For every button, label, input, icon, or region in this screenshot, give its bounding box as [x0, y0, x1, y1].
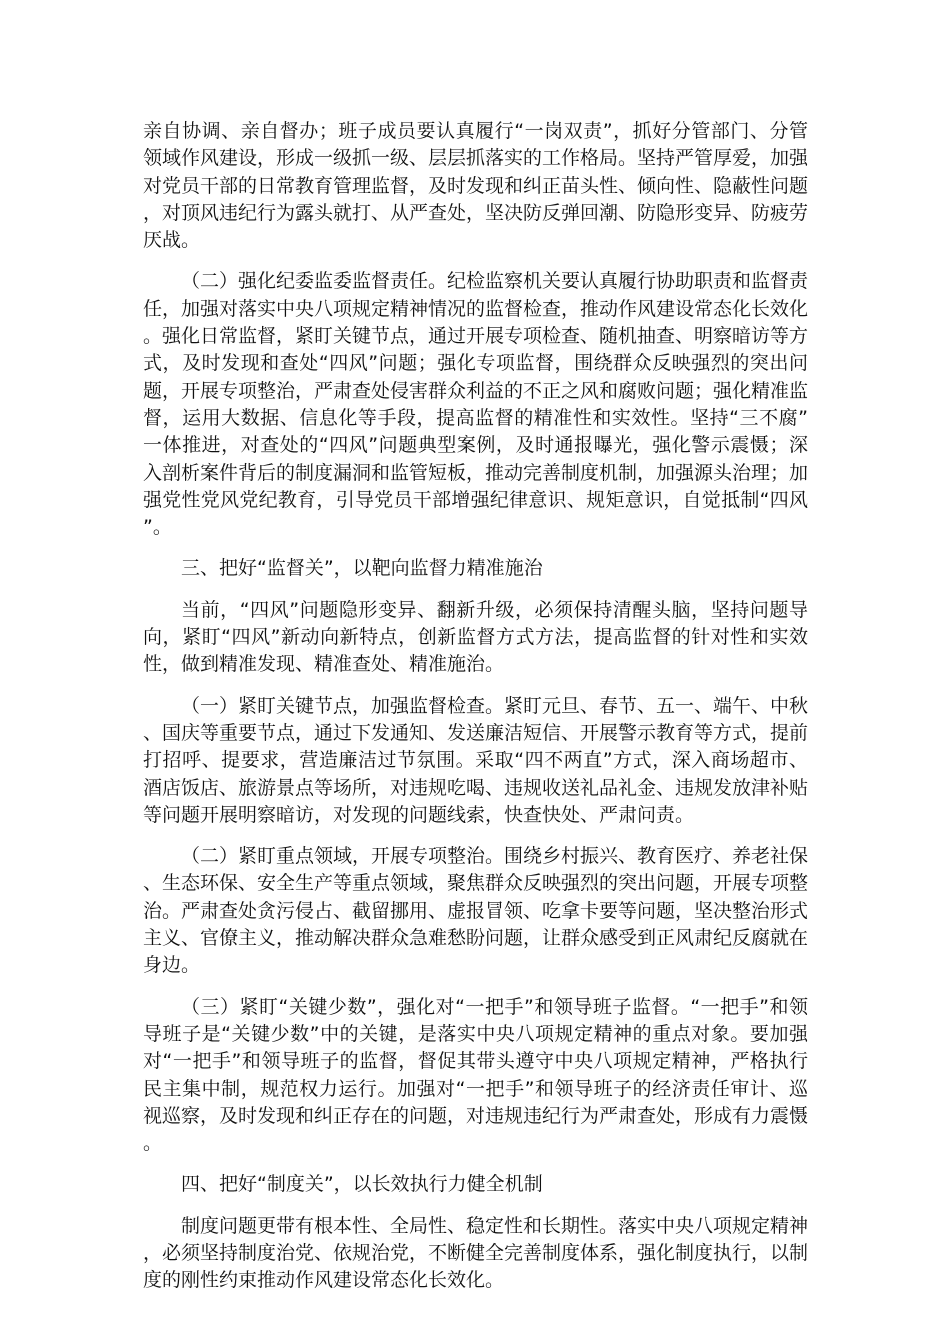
section-heading-4: 四、把好“制度关”，以长效执行力健全机制	[181, 1173, 543, 1196]
paragraph-institution: 制度问题更带有根本性、全局性、稳定性和长期性。落实中央八项规定精神，必须坚持制度治党、依规治党，不断健全完善制度体系，强化制度执行，以制度的刚性约束推动作风建设常态化长效化。	[143, 1214, 809, 1292]
paragraph-key-nodes: （一）紧盯关键节点，加强监督检查。紧盯元旦、春节、五一、端午、中秋、国庆等重要节点，通过下发通知、发送廉洁短信、开展警示教育等方式，提前打招呼、提要求，营造廉洁过节氛围。采取“四不两直”方式，深入商场超市、酒店饭店、旅游景点等场所，对违规吃喝、违规收送礼品礼金、违规发放津补贴等问题开展明察暗访，对发现的问题线索，快查快处、严肃问责。	[143, 694, 809, 826]
section-heading-3: 三、把好“监督关”，以靶向监督力精准施治	[181, 557, 543, 580]
paragraph-continued: 亲自协调、亲自督办；班子成员要认真履行“一岗双责”，抓好分管部门、分管领域作风建设，形成一级抓一级、层层抓落实的工作格局。坚持严管厚爱，加强对党员干部的日常教育管理监督，及时发现和纠正苗头性、倾向性、隐蔽性问题，对顶风违纪行为露头就打、从严查处，坚决防反弹回潮、防隐形变异、防疲劳厌战。	[143, 120, 809, 252]
paragraph-discipline-supervision: （二）强化纪委监委监督责任。纪检监察机关要认真履行协助职责和监督责任，加强对落实中央八项规定精神情况的监督检查，推动作风建设常态化长效化。强化日常监督，紧盯关键节点，通过开展专项检查、随机抽查、明察暗访等方式，及时发现和查处“四风”问题；强化专项监督，围绕群众反映强烈的突出问题，开展专项整治，严肃查处侵害群众利益的不正之风和腐败问题；强化精准监督，运用大数据、信息化等手段，提高监督的精准性和实效性。坚持“三不腐”一体推进，对查处的“四风”问题典型案例，及时通报曝光，强化警示震慑；深入剖析案件背后的制度漏洞和监管短板，推动完善制度机制，加强源头治理；加强党性党风党纪教育，引导党员干部增强纪律意识、规矩意识，自觉抵制“四风”。	[143, 270, 809, 539]
paragraph-key-areas: （二）紧盯重点领域，开展专项整治。围绕乡村振兴、教育医疗、养老社保、生态环保、安全生产等重点领域，聚焦群众反映强烈的突出问题，开展专项整治。严肃查处贪污侵占、截留挪用、虚报冒领、吃拿卡要等问题，坚决整治形式主义、官僚主义，推动解决群众急难愁盼问题，让群众感受到正风肃纪反腐就在身边。	[143, 845, 809, 977]
document-body	[143, 118, 808, 1309]
paragraph-current-situation: 当前，“四风”问题隐形变异、翻新升级，必须保持清醒头脑，坚持问题导向，紧盯“四风”新动向新特点，创新监督方式方法，提高监督的针对性和实效性，做到精准发现、精准查处、精准施治。	[143, 598, 808, 676]
paragraph-key-minority: （三）紧盯“关键少数”，强化对“一把手”和领导班子监督。“一把手”和领导班子是“关键少数”中的关键，是落实中央八项规定精神的重点对象。要加强对“一把手”和领导班子的监督，督促其带头遵守中央八项规定精神，严格执行民主集中制，规范权力运行。加强对“一把手”和领导班子的经济责任审计、巡视巡察，及时发现和纠正存在的问题，对违规违纪行为严肃查处，形成有力震慑。	[143, 995, 809, 1155]
